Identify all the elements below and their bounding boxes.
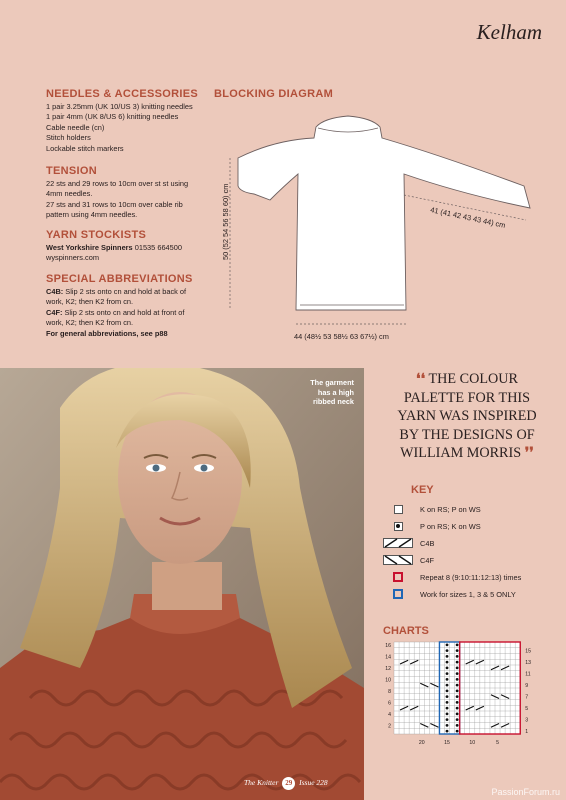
purl-stitch-dot bbox=[446, 655, 449, 658]
key-item bbox=[380, 519, 481, 533]
purl-stitch-dot bbox=[456, 643, 459, 646]
photo-caption bbox=[310, 378, 354, 407]
purl-stitch-dot bbox=[456, 655, 459, 658]
caption-line: The garment bbox=[310, 378, 354, 387]
key-item bbox=[380, 536, 434, 550]
purl-stitch-dot bbox=[446, 643, 449, 646]
column-number-label: 15 bbox=[444, 740, 450, 746]
purl-stitch-dot bbox=[446, 678, 449, 681]
charts-heading: CHARTS bbox=[383, 625, 429, 637]
stockist-name: West Yorkshire Spinners bbox=[46, 243, 133, 252]
c4b-text-cont: work, K2; then K2 from cn. bbox=[46, 297, 134, 307]
needles-line: 1 pair 3.25mm (UK 10/US 3) knitting needles bbox=[46, 102, 193, 111]
tension-line: 27 sts and 31 rows to 10cm over cable rib bbox=[46, 199, 183, 209]
purl-stitch-dot bbox=[456, 712, 459, 715]
purl-stitch-dot bbox=[446, 695, 449, 698]
needles-line: 1 pair 4mm (UK 8/US 6) knitting needles bbox=[46, 112, 179, 122]
row-number-label: 1 bbox=[525, 729, 529, 736]
caption-line: ribbed neck bbox=[313, 397, 354, 406]
purl-stitch-dot bbox=[446, 689, 449, 692]
pattern-title: Kelham bbox=[476, 20, 542, 44]
watermark: PassionForum.ru bbox=[491, 787, 560, 797]
purl-stitch-dot bbox=[456, 689, 459, 692]
needles-heading: NEEDLES & ACCESSORIES bbox=[46, 88, 198, 100]
purl-stitch-dot bbox=[446, 707, 449, 710]
c4b-label: C4B: bbox=[46, 287, 64, 296]
purl-stitch-dot bbox=[456, 666, 459, 669]
sleeve-measurement: 41 (41 42 43 43 44) cm bbox=[429, 205, 507, 230]
purl-stitch-dot bbox=[456, 707, 459, 710]
purl-stitch-dot bbox=[456, 672, 459, 675]
row-number-label: 11 bbox=[525, 671, 531, 678]
purl-stitch-dot bbox=[446, 661, 449, 664]
tension-section bbox=[46, 165, 216, 221]
row-number-label: 2 bbox=[388, 723, 391, 730]
stockists-section bbox=[46, 229, 216, 264]
length-measurement: 50 (52 54 56 58 60) cm bbox=[221, 183, 230, 260]
pull-quote bbox=[386, 370, 548, 463]
purl-stitch-dot bbox=[446, 712, 449, 715]
stockists-heading: YARN STOCKISTS bbox=[46, 229, 147, 241]
needles-line: Lockable stitch markers bbox=[46, 143, 124, 153]
purl-dot-icon bbox=[394, 522, 403, 531]
row-number-label: 3 bbox=[525, 717, 529, 724]
caption-line: has a high bbox=[317, 387, 354, 397]
c4b-cable-icon bbox=[383, 538, 413, 548]
row-number-label: 8 bbox=[388, 688, 391, 695]
stockist-website[interactable]: wyspinners.com bbox=[46, 253, 99, 263]
purl-stitch-dot bbox=[456, 678, 459, 681]
purl-stitch-dot bbox=[446, 701, 449, 704]
purl-stitch-dot bbox=[456, 684, 459, 687]
c4f-label: C4F: bbox=[46, 307, 63, 317]
key-item bbox=[380, 587, 516, 601]
purl-stitch-dot bbox=[456, 649, 459, 652]
model-photo bbox=[0, 368, 364, 800]
width-measurement: 44 (48½ 53 58½ 63 67½) cm bbox=[294, 332, 389, 341]
key-item bbox=[380, 570, 521, 584]
abbreviations-section bbox=[46, 273, 216, 339]
row-number-label: 13 bbox=[525, 660, 532, 667]
tension-line: pattern using 4mm needles. bbox=[46, 210, 138, 220]
c4b-text: Slip 2 sts onto cn and hold at back of bbox=[63, 287, 187, 296]
purl-stitch-dot bbox=[446, 684, 449, 687]
purl-stitch-dot bbox=[456, 661, 459, 664]
column-number-label: 5 bbox=[496, 740, 499, 746]
purl-stitch-dot bbox=[456, 701, 459, 704]
row-number-label: 7 bbox=[525, 694, 529, 701]
quote-text: THE COLOUR PALETTE FOR THIS YARN WAS INSPIRED BY THE DESIGNS OF WILLIAM MORRIS bbox=[397, 371, 537, 462]
key-label: C4F bbox=[420, 555, 434, 565]
issue-number: Issue 228 bbox=[299, 778, 328, 787]
column-number-label: 20 bbox=[418, 740, 425, 746]
column-number-label: 10 bbox=[469, 740, 476, 746]
magazine-name: The Knitter bbox=[244, 778, 279, 787]
key-label: K on RS; P on WS bbox=[420, 504, 481, 514]
tension-line: 4mm needles. bbox=[46, 189, 93, 199]
c4f-cable-icon bbox=[383, 555, 413, 565]
sizes-box-icon bbox=[393, 589, 403, 599]
purl-stitch-dot bbox=[446, 666, 449, 669]
close-quote-icon: ❜❜ bbox=[524, 445, 534, 462]
needles-line: Cable needle (cn) bbox=[46, 122, 105, 132]
c4f-text: Slip 2 sts onto cn and hold at front of bbox=[62, 307, 185, 317]
needles-line: Stitch holders bbox=[46, 133, 91, 143]
purl-stitch-dot bbox=[446, 718, 449, 721]
key-label: Repeat 8 (9:10:11:12:13) times bbox=[420, 572, 522, 582]
purl-stitch-dot bbox=[456, 718, 459, 721]
key-label: C4B bbox=[420, 538, 435, 548]
sweater-outline bbox=[238, 116, 530, 310]
needles-section bbox=[46, 88, 216, 154]
page-number: 29 bbox=[282, 777, 295, 790]
abbreviations-heading: SPECIAL ABBREVIATIONS bbox=[46, 273, 193, 285]
row-number-label: 12 bbox=[385, 665, 391, 672]
row-number-label: 6 bbox=[388, 700, 391, 707]
tension-line: 22 sts and 29 rows to 10cm over st st using bbox=[46, 179, 189, 188]
purl-stitch-dot bbox=[446, 724, 449, 727]
open-quote-icon: ❛❛ bbox=[416, 371, 426, 387]
row-number-label: 4 bbox=[388, 711, 391, 718]
blocking-diagram bbox=[214, 100, 544, 350]
stockist-phone: 01535 664500 bbox=[132, 243, 182, 252]
purl-stitch-dot bbox=[446, 649, 449, 652]
c4f-text-cont: work, K2; then K2 from cn. bbox=[46, 318, 134, 328]
row-number-label: 10 bbox=[385, 677, 391, 684]
row-number-label: 14 bbox=[385, 654, 391, 661]
magazine-footer bbox=[244, 777, 328, 790]
row-number-label: 5 bbox=[525, 706, 529, 713]
row-number-label: 16 bbox=[385, 642, 391, 649]
knit-square-icon bbox=[394, 505, 403, 514]
purl-stitch-dot bbox=[446, 672, 449, 675]
purl-stitch-dot bbox=[456, 695, 459, 698]
knitting-chart bbox=[378, 638, 548, 748]
key-item bbox=[380, 553, 434, 567]
tension-heading: TENSION bbox=[46, 165, 97, 177]
row-number-label: 9 bbox=[525, 683, 529, 690]
key-heading: KEY bbox=[411, 484, 434, 496]
key-label: Work for sizes 1, 3 & 5 ONLY bbox=[420, 589, 516, 599]
purl-stitch-dot bbox=[446, 730, 449, 733]
key-label: P on RS; K on WS bbox=[420, 521, 481, 531]
repeat-box-icon bbox=[393, 572, 403, 582]
purl-stitch-dot bbox=[456, 724, 459, 727]
general-abbreviations-note: For general abbreviations, see p88 bbox=[46, 328, 168, 338]
row-number-label: 15 bbox=[525, 648, 532, 655]
purl-stitch-dot bbox=[456, 730, 459, 733]
key-item bbox=[380, 502, 481, 516]
blocking-diagram-heading: BLOCKING DIAGRAM bbox=[214, 88, 334, 100]
model-photo-illustration bbox=[0, 368, 364, 800]
